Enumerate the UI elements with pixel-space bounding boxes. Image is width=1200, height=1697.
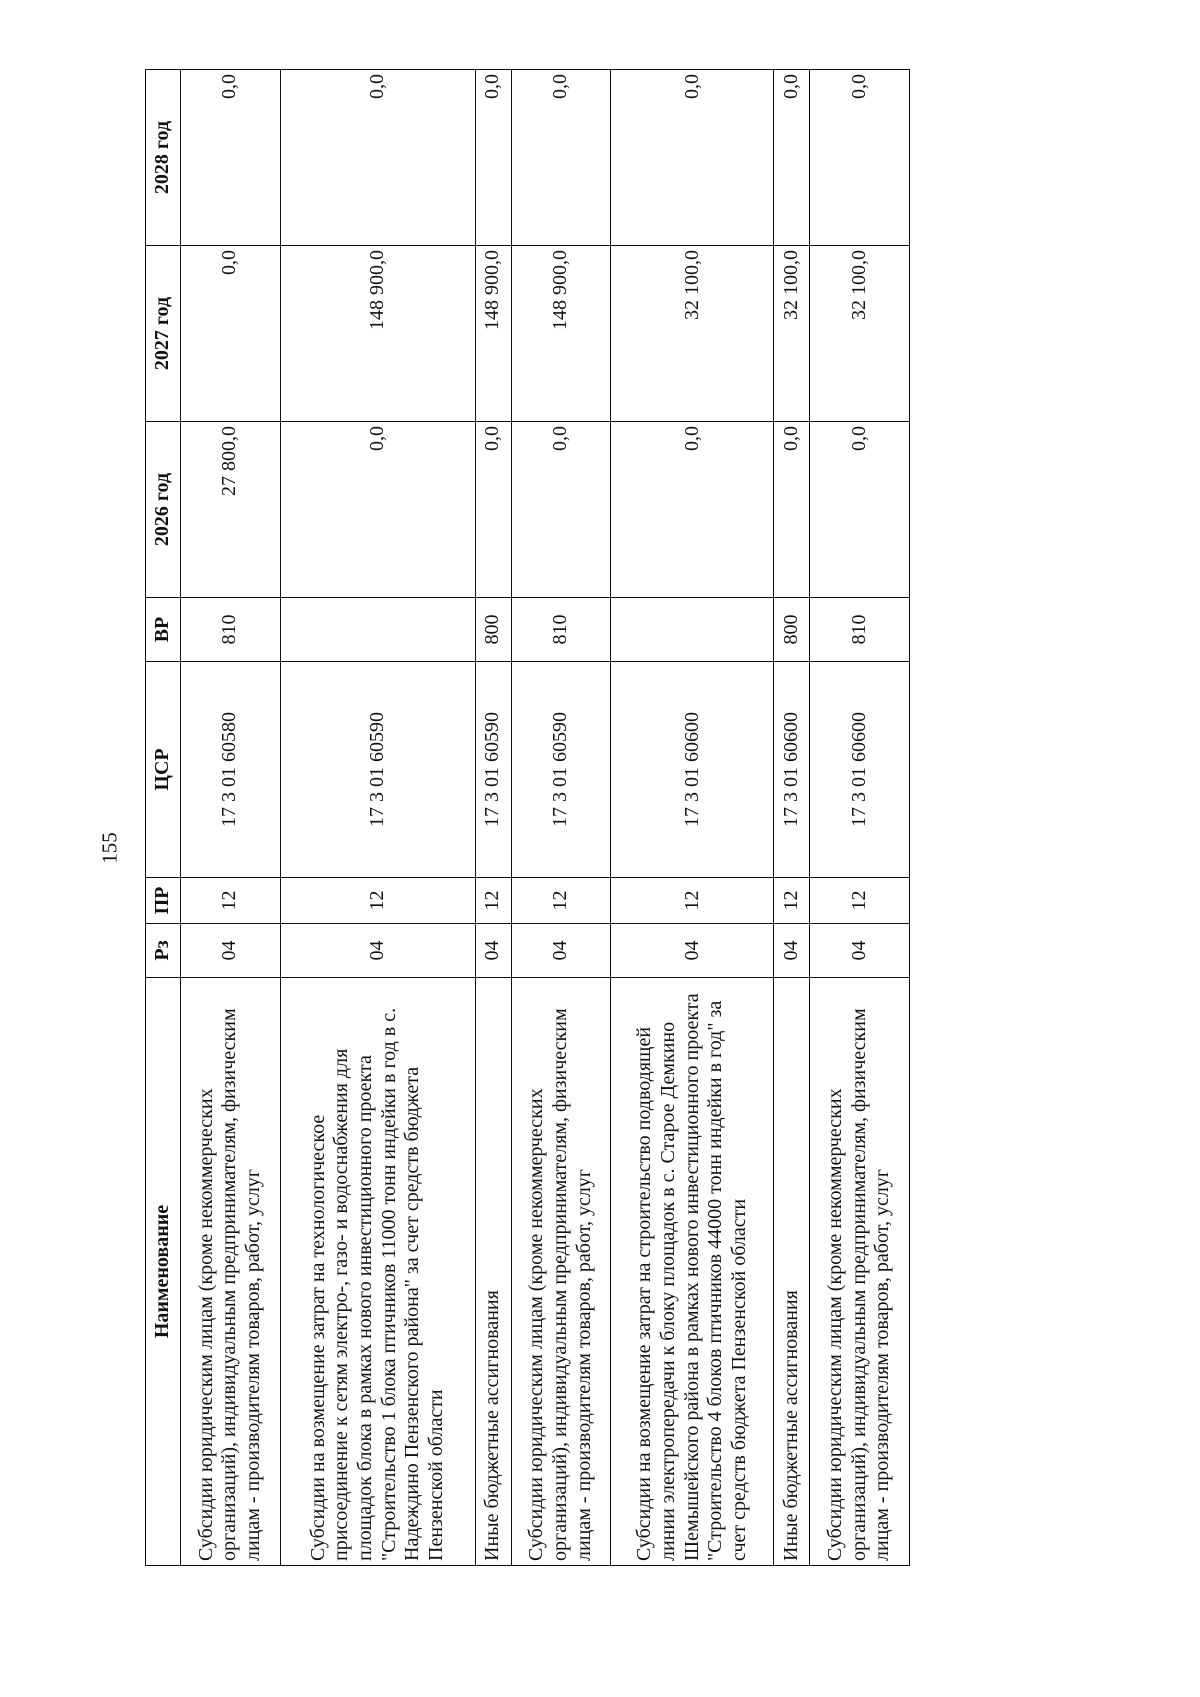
- row-vr: [611, 598, 774, 662]
- row-2026: 0,0: [280, 422, 475, 598]
- header-2028: 2028 год: [146, 70, 181, 246]
- row-2027: 0,0: [181, 246, 281, 422]
- page-number: 155: [97, 832, 122, 864]
- row-vr: [280, 598, 475, 662]
- row-vr: 800: [774, 598, 810, 662]
- row-name: Иные бюджетные ассигнования: [774, 978, 810, 1566]
- row-pr: 12: [810, 878, 910, 924]
- row-2028: 0,0: [611, 70, 774, 246]
- table-row: [774, 70, 810, 1566]
- row-vr: 810: [511, 598, 611, 662]
- row-name: Субсидии на возмещение затрат на строительство подводящей линии электропередачи к блоку площадок в с. Старое Демкино Шемышейского района в рамках нового инвестиционного проекта "Строительство 4 блоков птичников 44000 тонн индейки в год" за счет средств бюджета Пензенской области: [611, 978, 774, 1566]
- row-rz: 04: [810, 924, 910, 978]
- row-csr: 17 3 01 60600: [611, 662, 774, 878]
- row-csr: 17 3 01 60600: [774, 662, 810, 878]
- row-pr: 12: [181, 878, 281, 924]
- header-vr: ВР: [146, 598, 181, 662]
- header-row: [146, 70, 181, 1566]
- row-csr: 17 3 01 60590: [475, 662, 511, 878]
- row-pr: 12: [280, 878, 475, 924]
- row-vr: 810: [181, 598, 281, 662]
- row-name: Субсидии на возмещение затрат на технологическое присоединение к сетям электро-, газо- и водоснабжения для площадок блока в рамках нового инвестиционного проекта "Строительство 1 блока птичников 11000 тонн индейки в год в с. Надеждино Пензенского района" за счет средств бюджета Пензенской области: [280, 978, 475, 1566]
- table-row: [511, 70, 611, 1566]
- row-2028: 0,0: [511, 70, 611, 246]
- row-csr: 17 3 01 60590: [280, 662, 475, 878]
- budget-table: [145, 69, 910, 1566]
- row-rz: 04: [181, 924, 281, 978]
- row-pr: 12: [611, 878, 774, 924]
- row-pr: 12: [774, 878, 810, 924]
- table-row: [810, 70, 910, 1566]
- row-csr: 17 3 01 60590: [511, 662, 611, 878]
- table-row: [611, 70, 774, 1566]
- row-vr: 800: [475, 598, 511, 662]
- row-2026: 0,0: [475, 422, 511, 598]
- row-2027: 148 900,0: [280, 246, 475, 422]
- row-pr: 12: [511, 878, 611, 924]
- row-rz: 04: [280, 924, 475, 978]
- row-vr: 810: [810, 598, 910, 662]
- row-2028: 0,0: [774, 70, 810, 246]
- row-2028: 0,0: [181, 70, 281, 246]
- row-2026: 0,0: [810, 422, 910, 598]
- table-row: [181, 70, 281, 1566]
- row-2027: 32 100,0: [611, 246, 774, 422]
- row-2026: 0,0: [774, 422, 810, 598]
- row-2027: 148 900,0: [511, 246, 611, 422]
- row-pr: 12: [475, 878, 511, 924]
- header-pr: ПР: [146, 878, 181, 924]
- header-name: Наименование: [146, 978, 181, 1566]
- rotated-table-container: [145, 70, 910, 1566]
- row-name: Субсидии юридическим лицам (кроме некоммерческих организаций), индивидуальным предпринимателям, физическим лицам - производителям товаров, работ, услуг: [511, 978, 611, 1566]
- row-name: Иные бюджетные ассигнования: [475, 978, 511, 1566]
- table-row: [280, 70, 475, 1566]
- row-2028: 0,0: [810, 70, 910, 246]
- row-name: Субсидии юридическим лицам (кроме некоммерческих организаций), индивидуальным предпринимателям, физическим лицам - производителям товаров, работ, услуг: [181, 978, 281, 1566]
- row-2026: 0,0: [611, 422, 774, 598]
- row-2028: 0,0: [280, 70, 475, 246]
- row-rz: 04: [475, 924, 511, 978]
- table-row: [475, 70, 511, 1566]
- header-rz: Рз: [146, 924, 181, 978]
- header-csr: ЦСР: [146, 662, 181, 878]
- row-2028: 0,0: [475, 70, 511, 246]
- row-rz: 04: [774, 924, 810, 978]
- row-2027: 32 100,0: [774, 246, 810, 422]
- row-csr: 17 3 01 60600: [810, 662, 910, 878]
- row-rz: 04: [511, 924, 611, 978]
- row-csr: 17 3 01 60580: [181, 662, 281, 878]
- row-2027: 148 900,0: [475, 246, 511, 422]
- row-2027: 32 100,0: [810, 246, 910, 422]
- row-2026: 27 800,0: [181, 422, 281, 598]
- row-name: Субсидии юридическим лицам (кроме некоммерческих организаций), индивидуальным предпринимателям, физическим лицам - производителям товаров, работ, услуг: [810, 978, 910, 1566]
- header-2027: 2027 год: [146, 246, 181, 422]
- row-2026: 0,0: [511, 422, 611, 598]
- row-rz: 04: [611, 924, 774, 978]
- header-2026: 2026 год: [146, 422, 181, 598]
